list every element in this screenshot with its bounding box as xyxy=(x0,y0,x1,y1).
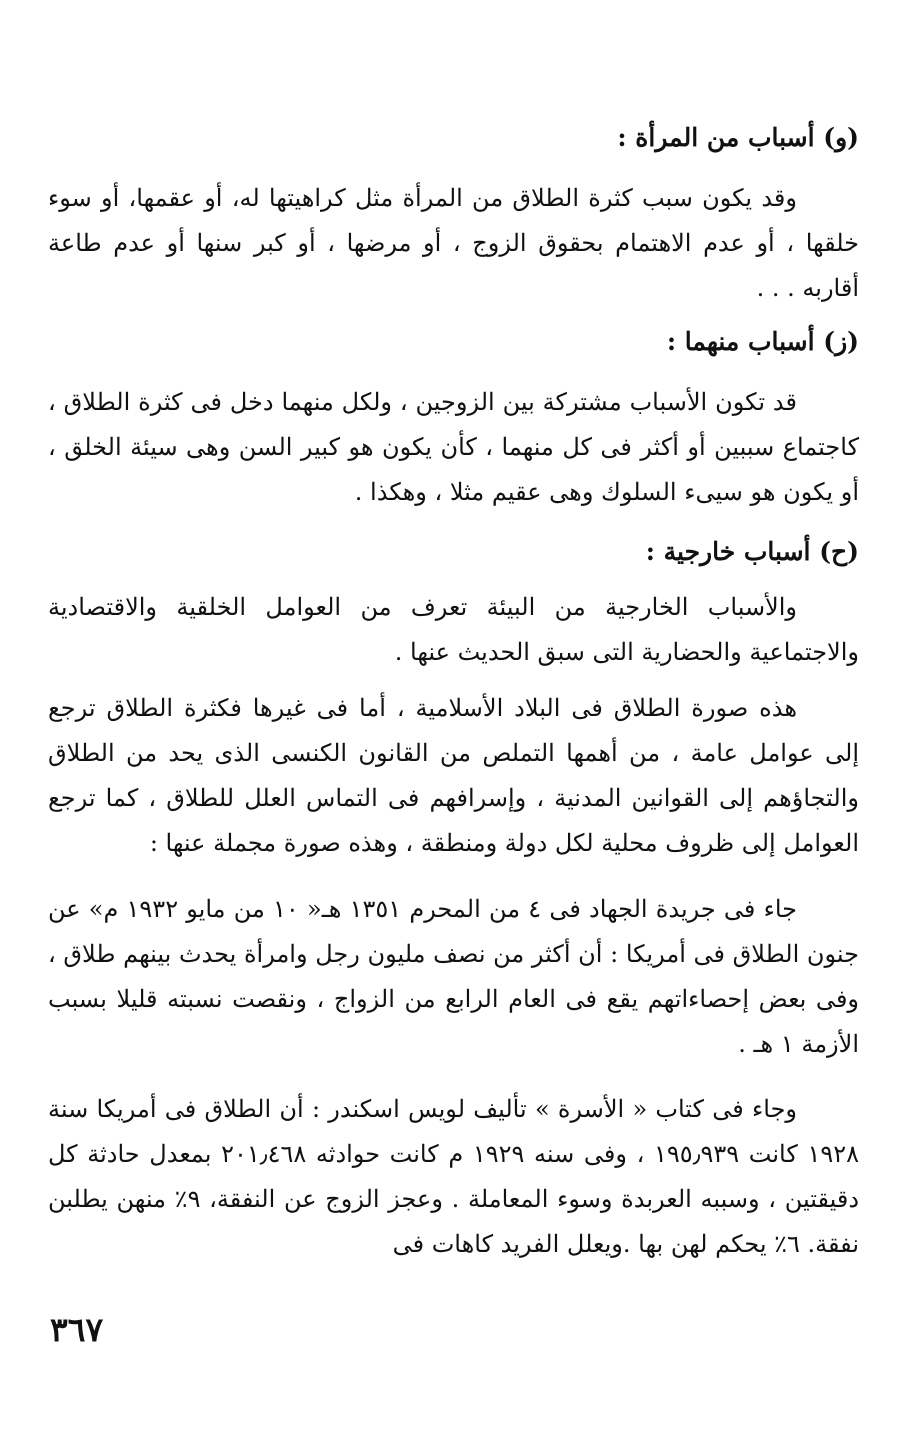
heading-external-causes: (ح) أسباب خارجية : xyxy=(645,537,859,566)
paragraph-both-causes: قد تكون الأسباب مشتركة بين الزوجين ، ولكل منهما دخل فى كثرة الطلاق ، كاجتماع سببين أو أكثر فى كل منهما ، كأن يكون هو كبير السن وهى سيئة الخلق ، أو يكون هو سيىء السلوك وهى عقيم مثلا ، وهكذا . xyxy=(48,388,859,506)
heading-woman-causes: (و) أسباب من المرأة : xyxy=(617,123,859,152)
paragraph-other-countries: هذه صورة الطلاق فى البلاد الأسلامية ، أما فى غيرها فكثرة الطلاق ترجع إلى عوامل عامة ، من أهمها التملص من القانون الكنسى الذى يحد من الطلاق والتجاؤهم إلى القوانين المدنية ، وإسرافهم فى التماس العلل للطلاق ، كما ترجع العوامل إلى ظروف محلية لكل دولة ومنطقة ، وهذه صورة مجملة عنها : xyxy=(48,694,860,857)
paragraph-family-book: وجاء فى كتاب « الأسرة » تأليف لويس اسكندر : أن الطلاق فى أمريكا سنة ١٩٢٨ كانت ١٩٥٫٩٣٩ ، وفى سنه ١٩٢٩ م كانت حوادثه ٢٠١٫٤٦٨ بمعدل حادثة كل دقيقتين ، وسببه العربدة وسوء المعاملة . وعجز الزوج عن النفقة، ٩٪ منهن يطلبن نفقة. ٦٪ يحكم لهن بها .ويعلل الفريد كاهات فى xyxy=(48,1095,860,1258)
paragraph-woman-causes: وقد يكون سبب كثرة الطلاق من المرأة مثل كراهيتها له، أو عقمها، أو سوء خلقها ، أو عدم الاهتمام بحقوق الزوج ، أو مرضها ، أو كبر سنها أو عدم طاعة أقاربه . . . xyxy=(48,184,859,302)
paragraph-external-causes: والأسباب الخارجية من البيئة تعرف من العوامل الخلقية والاقتصادية والاجتماعية والحضارية التى سبق الحديث عنها . xyxy=(48,593,859,666)
paragraph-jihad-newspaper: جاء فى جريدة الجهاد فى ٤ من المحرم ١٣٥١ هـ« ١٠ من مايو ١٩٣٢ م» عن جنون الطلاق فى أمريكا : أن أكثر من نصف مليون رجل وامرأة يحدث بينهم طلاق ، وفى بعض إحصاءاتهم يقع فى العام الرابع من الزواج ، ونقصت نسبته قليلا بسبب الأزمة ١ هـ . xyxy=(48,895,860,1058)
page-number: ٣٦٧ xyxy=(50,1310,104,1349)
heading-both-causes: (ز) أسباب منهما : xyxy=(666,327,859,356)
